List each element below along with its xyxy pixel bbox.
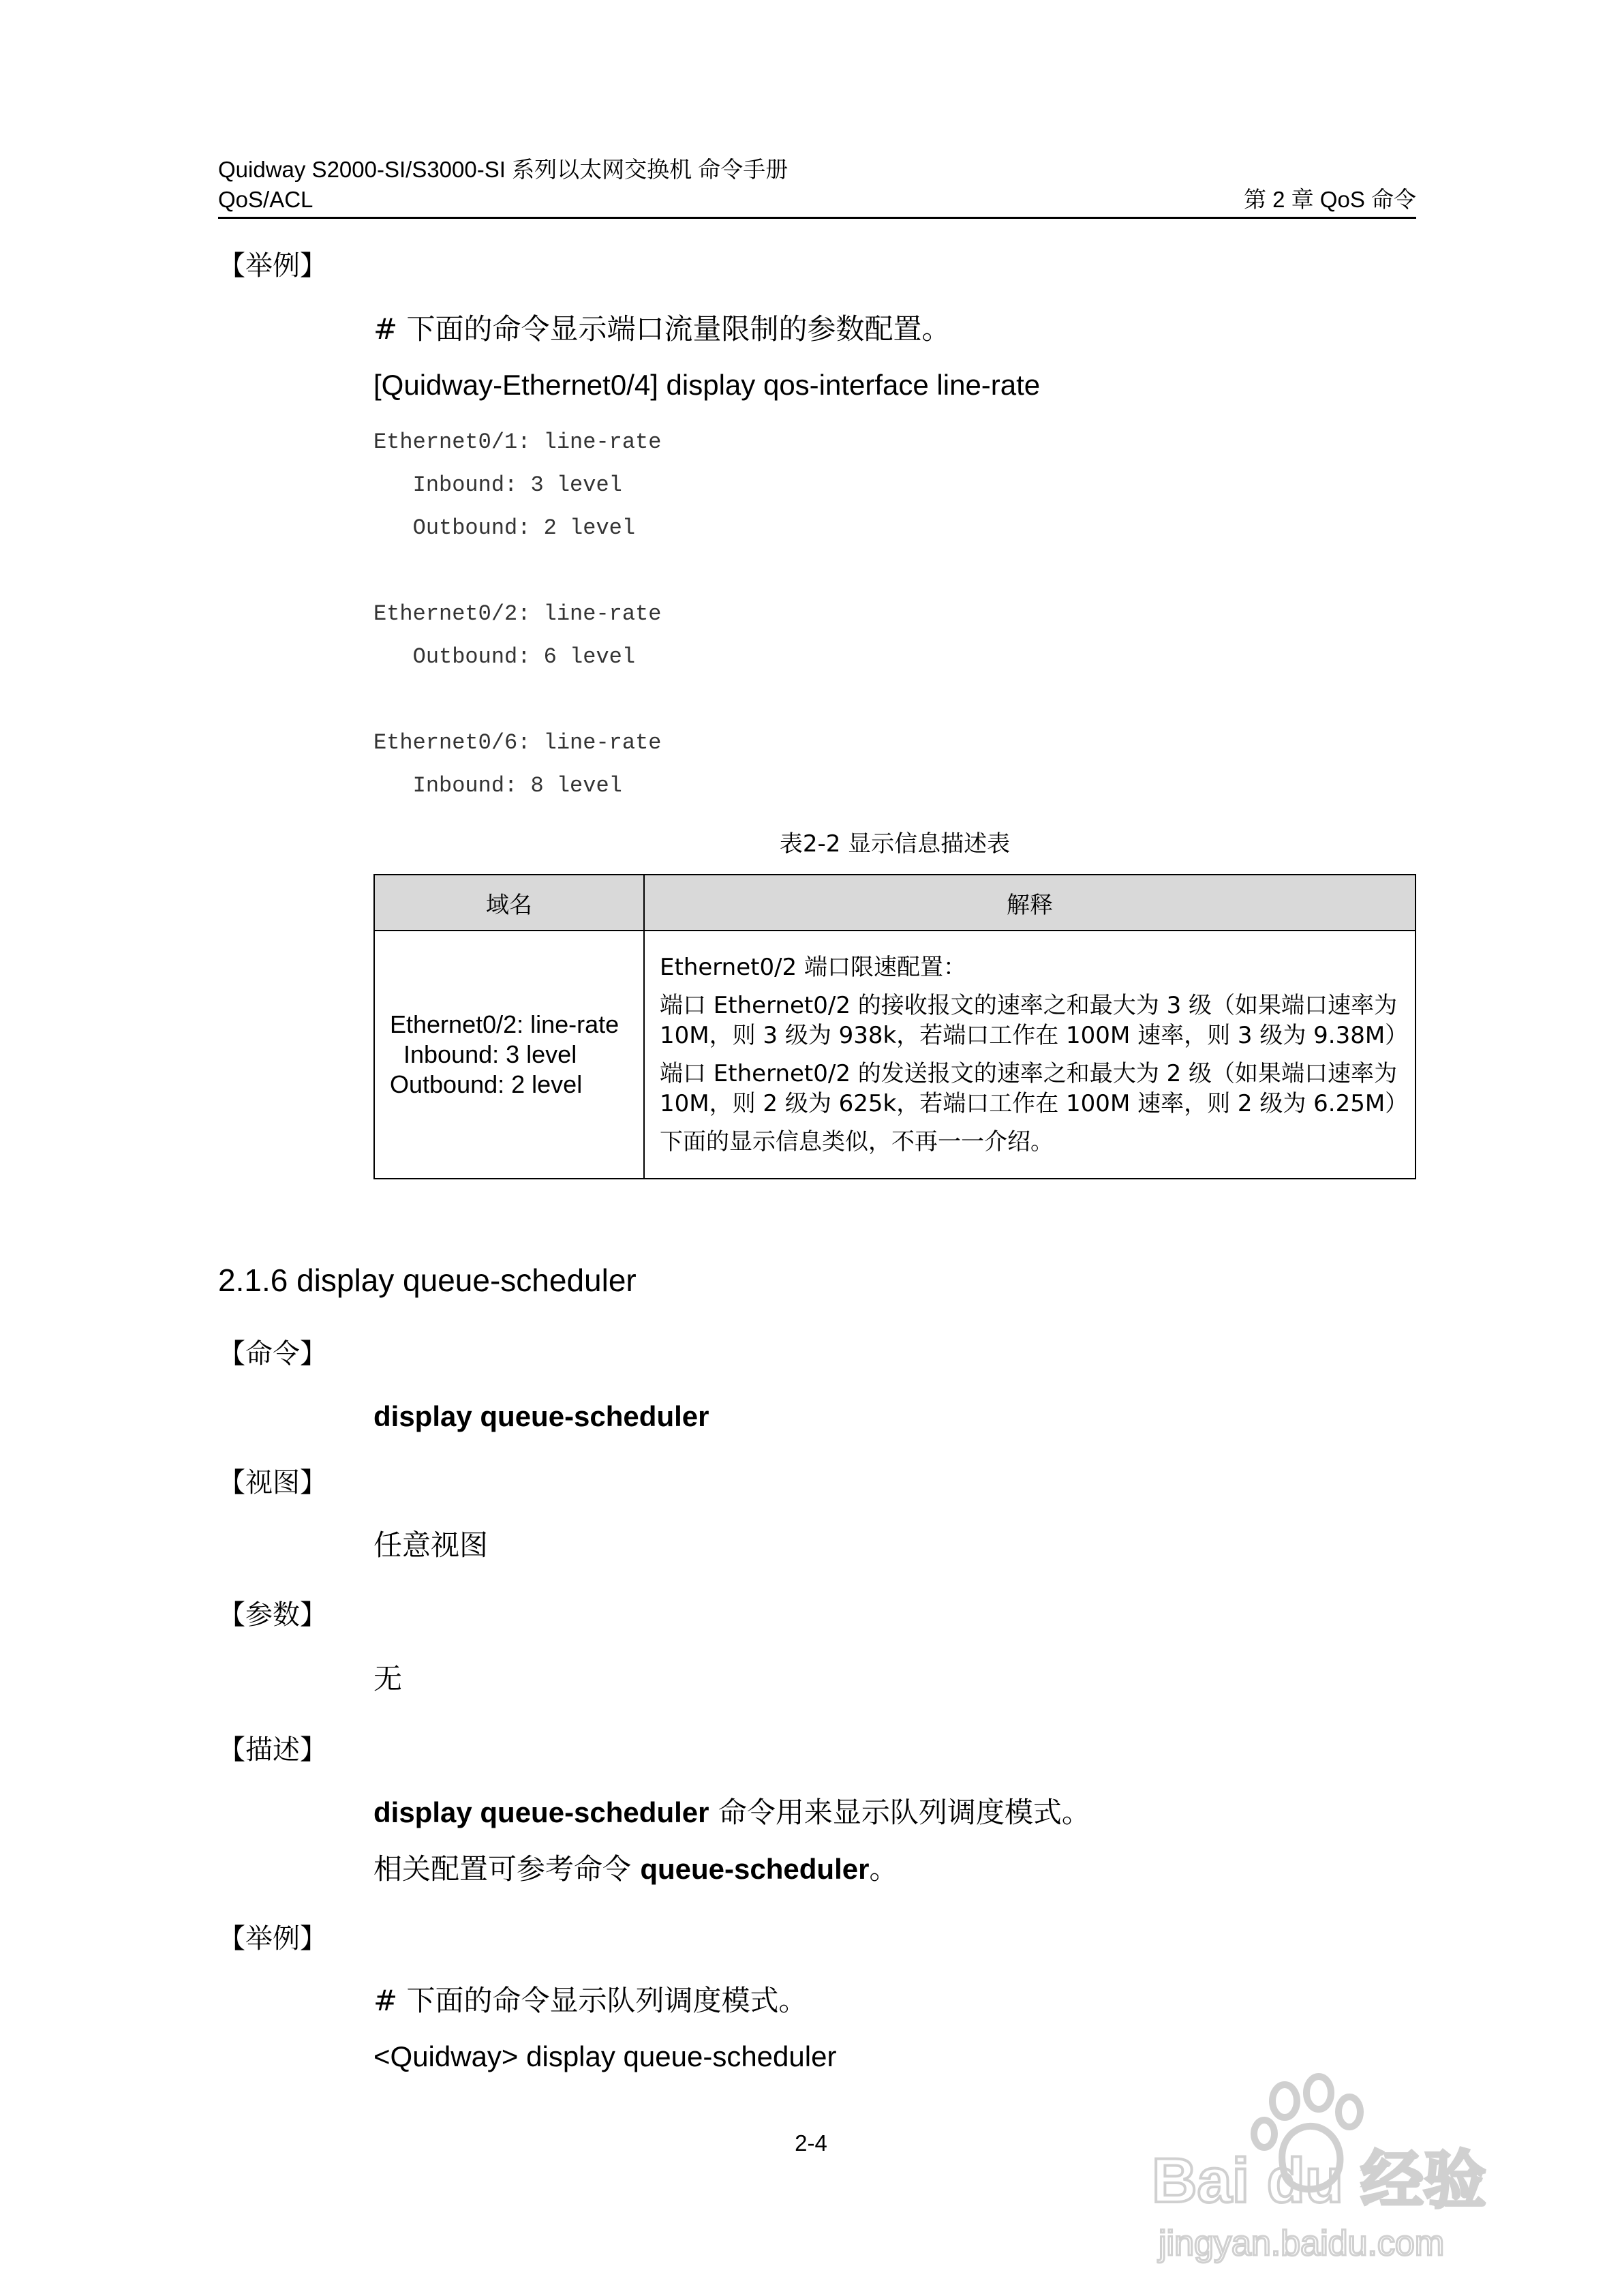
view-text: 任意视图	[373, 1528, 489, 1562]
output-line: Outbound: 2 level	[373, 515, 636, 541]
field-cell	[374, 931, 644, 1179]
table-header-row	[374, 875, 1416, 931]
params-label: 【参数】	[218, 1599, 327, 1631]
table-caption: 表2-2 显示信息描述表	[779, 830, 1011, 858]
page-number: 2-4	[795, 2130, 827, 2156]
output-line: Inbound: 3 level	[373, 472, 622, 498]
baidu-jingyan-watermark	[1145, 2072, 1527, 2270]
output-line: Outbound: 6 level	[373, 644, 636, 669]
example-intro: # 下面的命令显示端口流量限制的参数配置。	[373, 312, 951, 346]
reference-command: queue-scheduler	[640, 1853, 870, 1885]
params-text: 无	[373, 1662, 403, 1695]
view-label: 【视图】	[218, 1467, 327, 1498]
description-body: 命令用来显示队列调度模式。	[709, 1796, 1090, 1829]
table-row	[374, 931, 1416, 1179]
field-line: Inbound: 3 level	[390, 1040, 577, 1068]
watermark-url: jingyan.baidu.com	[1159, 2224, 1445, 2263]
output-line: Inbound: 8 level	[373, 773, 622, 798]
explanation-paragraph: 端口 Ethernet0/2 的接收报文的速率之和最大为 3 级（如果端口速率为 10M，则 3 级为 938k，若端口工作在 100M 速率，则 3 级为 9.38M）	[660, 992, 1409, 1049]
field-line: Outbound: 2 level	[390, 1070, 583, 1098]
command-syntax: display queue-scheduler	[373, 1400, 709, 1432]
watermark-logo-text: Bai du 经验	[1152, 2146, 1486, 2216]
description-text	[373, 1796, 1090, 1830]
explanation-cell	[644, 931, 1416, 1179]
explanation-paragraph: Ethernet0/2 端口限速配置：	[660, 954, 966, 981]
section-heading: 2.1.6 display queue-scheduler	[218, 1263, 637, 1298]
column-header-explanation: 解释	[644, 875, 1416, 931]
header-left-subtitle: QoS/ACL	[218, 187, 313, 212]
header-chapter: 第 2 章 QoS 命令	[1243, 187, 1416, 212]
header-rule	[218, 217, 1416, 219]
explanation-paragraph: 下面的显示信息类似，不再一一介绍。	[660, 1128, 1054, 1155]
output-line: Ethernet0/2: line-rate	[373, 601, 662, 626]
description-command: display queue-scheduler	[373, 1796, 709, 1828]
field-line: Ethernet0/2: line-rate	[390, 1010, 619, 1038]
explanation-paragraph: 端口 Ethernet0/2 的发送报文的速率之和最大为 2 级（如果端口速率为 10M，则 2 级为 625k，若端口工作在 100M 速率，则 2 级为 6.25M）	[660, 1060, 1409, 1117]
example2-intro: # 下面的命令显示队列调度模式。	[373, 1984, 808, 2017]
description-table	[373, 874, 1416, 1179]
header-title: Quidway S2000-SI/S3000-SI 系列以太网交换机 命令手册	[218, 157, 789, 182]
reference-end: 。	[869, 1852, 898, 1886]
example-command: [Quidway-Ethernet0/4] display qos-interface line-rate	[373, 369, 1041, 401]
output-line: Ethernet0/1: line-rate	[373, 429, 662, 455]
output-line: Ethernet0/6: line-rate	[373, 730, 662, 755]
example2-label: 【举例】	[218, 1923, 327, 1954]
column-header-field: 域名	[374, 875, 644, 931]
reference-body: 相关配置可参考命令	[373, 1852, 641, 1886]
example2-command: <Quidway> display queue-scheduler	[373, 2040, 837, 2072]
example-label: 【举例】	[218, 250, 327, 282]
reference-text	[373, 1852, 898, 1886]
command-label: 【命令】	[218, 1338, 327, 1370]
description-label: 【描述】	[218, 1734, 327, 1766]
